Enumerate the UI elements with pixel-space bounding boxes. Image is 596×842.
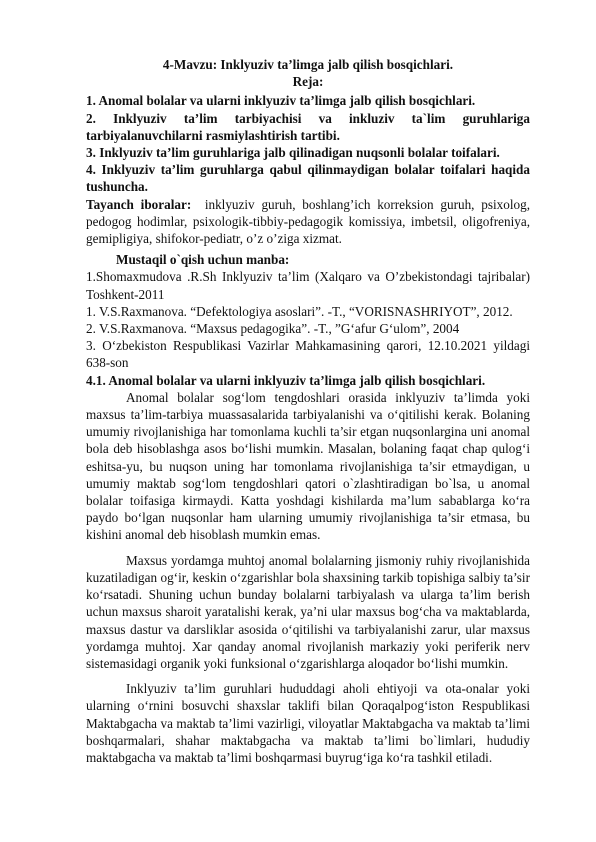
sources-list [86, 268, 530, 371]
plan-list [86, 92, 530, 195]
plan-item: 2. Inklyuziv ta’lim tarbiyachisi va inkluziv ta`lim guruhlariga tarbiyalanuvchilarni rasmiylashtirish tartibi. [86, 110, 530, 143]
plan-heading: Reja: [292, 74, 324, 90]
body-paragraph: Maxsus yordamga muhtoj anomal bolalarning jismoniy ruhiy rivojlanishida kuzatiladigan og‘ir, keskin o‘zgarishlar bola shaxsining tarkib topishiga salbiy ta’sir ko‘rsatadi. Shuning uchun bunday bolalarni tarbiyalash va ularga ta’lim berish uchun maxsus sharoit yaratalishi kerak, ya’ni ular maxsus bog‘cha va maktablarda, maxsus dastur va darsliklar asosida o‘qitilishi va tarbiyalanishi zarur, ular maxsus yordamga muhtoj. Xar qanday anomal rivojlanish markaziy yoki periferik nerv sistemasidagi organik yoki funksional o‘zgarishlarga aloqador bo‘lishi mumkin. [86, 552, 530, 671]
document-body [86, 56, 530, 766]
plan-item: 3. Inklyuziv ta’lim guruhlariga jalb qilinadigan nuqsonli bolalar toifalari. [86, 145, 500, 161]
source-item: 1.Shomaxmudova .R.Sh Inklyuziv ta’lim (Xalqaro va O’zbekistondagi tajribalar) Toshkent-2011 [86, 269, 530, 302]
document-title: 4-Mavzu: Inklyuziv ta’limga jalb qilish bosqichlari. [162, 57, 454, 72]
plan-item: 1. Anomal bolalar va ularni inklyuziv ta’limga jalb qilish bosqichlari. [86, 93, 476, 109]
source-item: 3. O‘zbekiston Respublikasi Vazirlar Mahkamasining qarori, 12.10.2021 yildagi 638-son [86, 338, 530, 371]
body-paragraph: Anomal bolalar sog‘lom tengdoshlari orasida inklyuziv ta’limda yoki maxsus ta’lim-tarbiya muassasalarida tarbiyalanishi va o‘qitilishi kerak. Bolaning umumiy rivojlanishiga har tomonlama kuchli ta’sir etgan nuqsonlargina uni anomal bola deb hisoblashga asos bo‘lishi mumkin. Masalan, bolaning faqat chap qulog‘i eshitsa-yu, bu nuqson uning har tomonlama rivojlanishiga ta’sir etmaydigan, u umumiy maktab sog‘lom tengdoshlari qatori o`zlashtiradigan bo`lsa, u anomal bolalar toifasiga kirmaydi. Katta yoshdagi kishilarda ma’lum sabablarga ko‘ra paydo bo‘lgan nuqsonlar ham ularning umumiy rivojlanishiga ta’sir etmasa, bu kishini anomal deb hisoblash mumkin emas. [86, 389, 530, 543]
sources-heading: Mustaqil o`qish uchun manba: [116, 252, 290, 268]
section-heading: 4.1. Anomal bolalar va ularni inklyuziv ta’limga jalb qilish bosqichlari. [86, 372, 486, 388]
body-paragraph: Inklyuziv ta’lim guruhlari hududdagi aholi ehtiyoji va ota-onalar yoki ularning o‘rnini bosuvchi shaxslar taklifi bilan Qoraqalpog‘iston Respublikasi Maktabgacha va maktab ta’limi vazirligi, viloyatlar Maktabgacha va maktab ta’limi boshqarmalari, shahar maktabgacha va maktab ta’limi bo`limlari, hududiy maktabgacha va maktab ta’limi boshqarmasi buyrug‘iga ko‘ra tashkil etiladi. [86, 681, 530, 765]
keywords-label: Tayanch iboralar: [86, 196, 192, 212]
source-item: 2. V.S.Raxmanova. “Maxsus pedagogika”. -T., ”G‘afur G‘ulom”, 2004 [86, 321, 460, 337]
keywords-paragraph [86, 196, 530, 248]
keywords-text: inklyuziv guruh, boshlang’ich korreksion guruh, psixolog, pedogog hodimlar, psixologik-tibbiy-pedagogik komissiya, imbetsil, oligofreniya, gemipligiya, shifokor-pediatr, o’z o’ziga xizmat. [86, 196, 530, 247]
source-item: 1. V.S.Raxmanova. “Defektologiya asoslari”. -T., “VORISNASHRIYOT”, 2012. [86, 303, 513, 319]
plan-item: 4. Inklyuziv ta’lim guruhlarga qabul qilinmaydigan bolalar toifalari haqida tushuncha. [86, 162, 530, 195]
